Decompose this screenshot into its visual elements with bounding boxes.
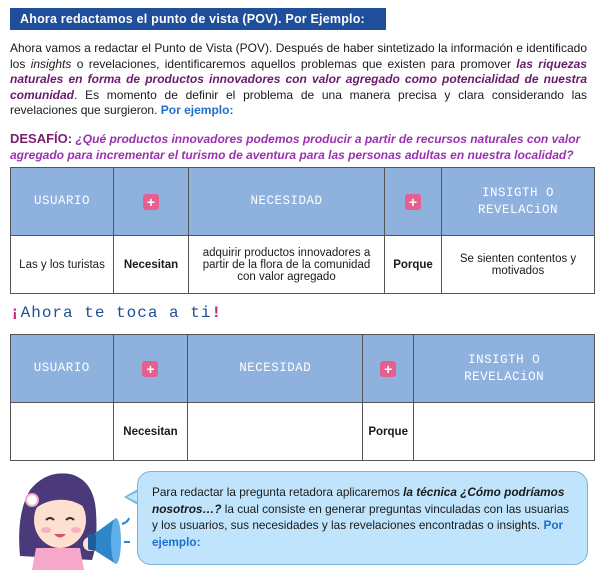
cell-insight: Se sienten contentos y motivados bbox=[442, 236, 595, 294]
header-plus-2 bbox=[385, 168, 442, 236]
cell-usuario: Las y los turistas bbox=[11, 236, 114, 294]
pov-blank-table bbox=[10, 334, 595, 461]
header-insight: INSIGTH O REVELACiON bbox=[442, 168, 595, 236]
intro-paragraph: Ahora vamos a redactar el Punto de Vista (POV). Después de haber sintetizado la información e identificado los insights o revelaciones, identificaremos aquellos problemas que existen para promover las riquezas naturales en forma de productos innovadores con valor agregado como potencialidad de nuestra comunidad. Es momento de definir el problema de una manera precisa y clara considerando las revelaciones que surgieron. Por ejemplo: bbox=[10, 41, 587, 117]
technique-name: la técnica ¿Cómo podríamos nosotros…? bbox=[152, 485, 565, 516]
girl-with-megaphone-icon bbox=[12, 464, 130, 570]
header-usuario: USUARIO bbox=[11, 168, 114, 236]
bubble-example-link[interactable]: Por ejemplo: bbox=[152, 518, 564, 549]
cell-verb: Necesitan bbox=[114, 236, 189, 294]
your-turn-heading: ¡Ahora te toca a ti! bbox=[10, 304, 223, 322]
header-necesidad: NECESIDAD bbox=[189, 168, 385, 236]
section-title-bar bbox=[10, 8, 386, 30]
header-plus-2 bbox=[363, 335, 414, 403]
insights-word: insights bbox=[30, 56, 72, 71]
plus-icon: + bbox=[380, 361, 396, 377]
section-title: Ahora redactamos el punto de vista (POV). Por Ejemplo: bbox=[20, 12, 365, 26]
plus-icon: + bbox=[142, 361, 158, 377]
cell-usuario-input[interactable] bbox=[11, 403, 114, 461]
header-usuario: USUARIO bbox=[11, 335, 114, 403]
cell-verb: Necesitan bbox=[113, 403, 188, 461]
table-header-row bbox=[11, 335, 595, 403]
cell-connector: Porque bbox=[385, 236, 442, 294]
pov-example-table bbox=[10, 167, 595, 294]
intro-highlight: las riquezas naturales en forma de productos innovadores con valor agregado como potencialidad de nuestra comunidad bbox=[10, 56, 587, 102]
header-necesidad: NECESIDAD bbox=[188, 335, 363, 403]
table-row bbox=[11, 403, 595, 461]
cell-necesidad-input[interactable] bbox=[188, 403, 363, 461]
table-row bbox=[11, 236, 595, 294]
desafio-label: DESAFÍO: bbox=[10, 131, 73, 146]
desafio-question: ¿Qué productos innovadores podemos producir a partir de recursos naturales con valor agregado para incrementar el turismo de aventura para las personas adultas en nuestra localidad? bbox=[10, 132, 581, 162]
plus-icon: + bbox=[143, 194, 159, 210]
desafio-block bbox=[10, 131, 590, 163]
cell-connector: Porque bbox=[363, 403, 414, 461]
intro-example-link[interactable]: Por ejemplo: bbox=[160, 103, 234, 117]
header-insight: INSIGTH O REVELACiON bbox=[414, 335, 595, 403]
table-header-row bbox=[11, 168, 595, 236]
header-plus-1 bbox=[113, 335, 188, 403]
cell-insight-input[interactable] bbox=[414, 403, 595, 461]
speech-bubble: Para redactar la pregunta retadora aplicaremos la técnica ¿Cómo podríamos nosotros…? la cual consiste en generar preguntas vinculadas con las usuarias y los usuarios, sus necesidades y las revelaciones encontradas o insights. Por ejemplo: bbox=[137, 471, 588, 565]
header-plus-1 bbox=[114, 168, 189, 236]
plus-icon: + bbox=[405, 194, 421, 210]
cell-necesidad: adquirir productos innovadores a partir de la flora de la comunidad con valor agregado bbox=[189, 236, 385, 294]
